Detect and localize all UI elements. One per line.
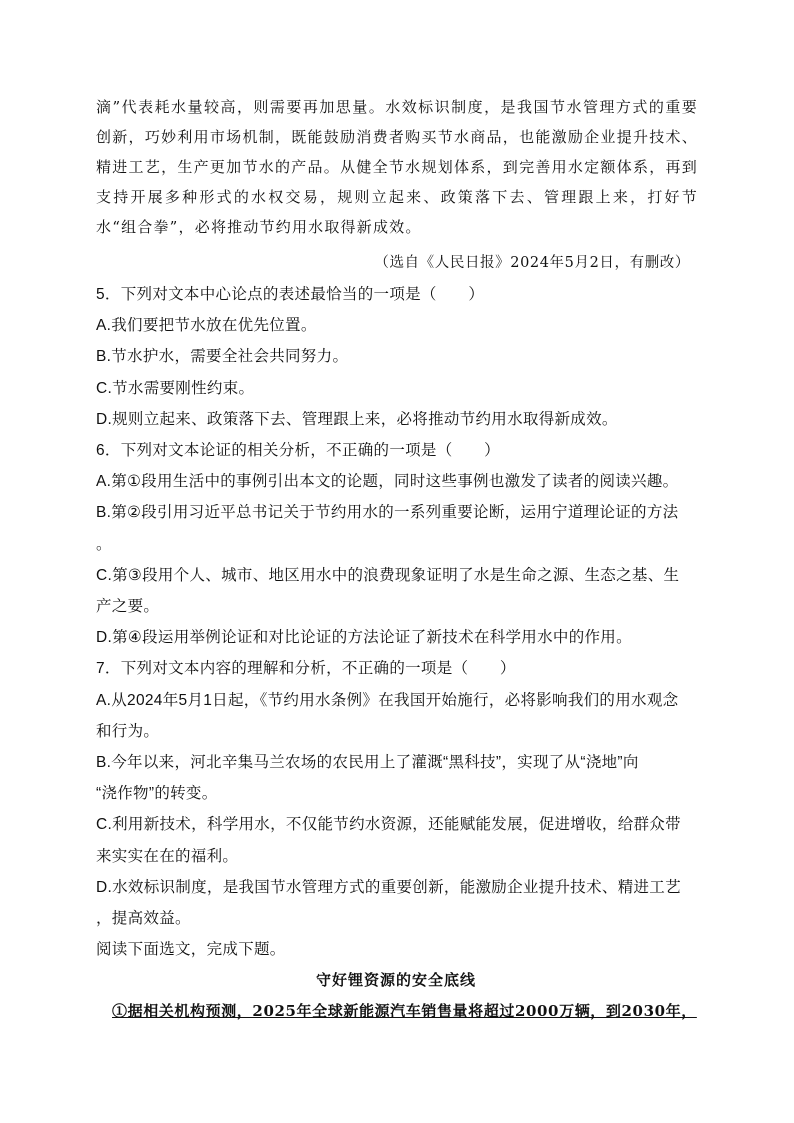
question-7-option-d-cont: ，提高效益。 [96,910,191,928]
question-5-option-d: D.规则立起来、政策落下去、管理跟上来，必将推动节约用水取得新成效。 [96,410,618,428]
passage-text [96,92,698,242]
article-2-paragraph-1: ①据相关机构预测，2025年全球新能源汽车销售量将超过2000万辆，到2030年， [112,1002,697,1020]
question-block [96,279,696,965]
question-6-option-c: C.第③段用个人、城市、地区用水中的浪费现象证明了水是生命之源、生态之基、生 [96,566,680,584]
question-7-option-b-cont: “浇作物”的转变。 [96,785,218,803]
question-6-option-b-cont: 。 [96,535,112,553]
question-7-option-d: D.水效标识制度，是我国节水管理方式的重要创新，能激励企业提升技术、精进工艺 [96,878,681,896]
source-note: （选自《人民日报》2024年5月2日，有删改） [374,255,690,271]
question-5-option-c: C.节水需要刚性约束。 [96,379,255,397]
question-7-option-a-cont: 和行为。 [96,722,160,740]
question-6-option-b: B.第②段引用习近平总书记关于节约用水的一系列重要论断，运用宁道理论证的方法 [96,504,679,522]
question-6-option-a: A.第①段用生活中的事例引出本文的论题，同时这些事例也激发了读者的阅读兴趣。 [96,473,679,491]
question-5-stem: 5．下列对文本中心论点的表述最恰当的一项是（ ） [96,286,485,303]
question-7-option-c-cont: 来实实在在的福利。 [96,847,239,865]
question-6-stem: 6．下列对文本论证的相关分析，不正确的一项是（ ） [96,442,500,460]
article-2-title: 守好锂资源的安全底线 [315,971,476,989]
passage-paragraph: 滴”代表耗水量较高，则需要再加思量。水效标识制度，是我国节水管理方式的重要创新，巧妙利用市场机制，既能鼓励消费者购买节水商品，也能激励企业提升技术、精进工艺，生产更加节水的产品。从健全节水规划体系，到完善用水定额体系，再到支持开展多种形式的水权交易，规则立起来、政策落下去、管理跟上来，打好节水“组合拳”，必将推动节约用水取得新成效。 [96,98,698,236]
question-6-option-d: D.第④段运用举例论证和对比论证的方法论证了新技术在科学用水中的作用。 [96,629,632,647]
question-7-option-b: B.今年以来，河北辛集马兰农场的农民用上了灌溉“黑科技”，实现了从“浇地”向 [96,754,639,772]
question-7-stem: 7．下列对文本内容的理解和分析，不正确的一项是（ ） [96,660,516,678]
question-5-option-b: B.节水护水，需要全社会共同努力。 [96,348,349,366]
question-6-option-c-cont: 产之要。 [96,598,160,616]
question-7-option-c: C.利用新技术，科学用水，不仅能节约水资源，还能赋能发展，促进增收，给群众带 [96,816,681,834]
question-7-option-a: A.从2024年5月1日起，《节约用水条例》在我国开始施行，必将影响我们的用水观念 [96,691,679,709]
question-5-option-a: A.我们要把节水放在优先位置。 [96,317,317,335]
reading-instruction: 阅读下面选文，完成下题。 [96,941,286,959]
